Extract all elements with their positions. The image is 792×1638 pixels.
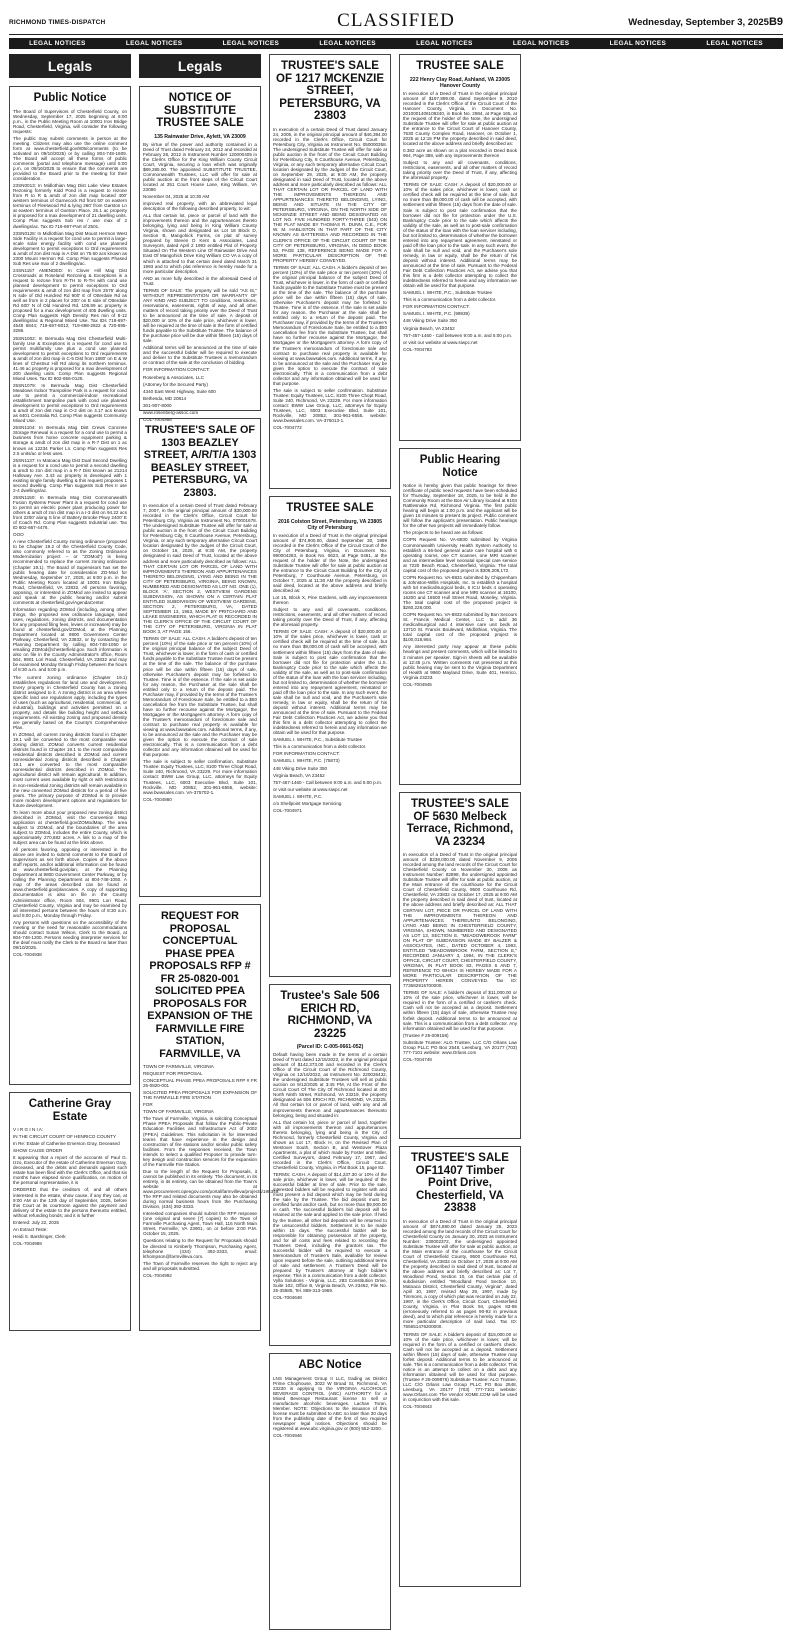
notice-paragraph: November 04, 2025 at 10:30 AM [143,193,210,199]
notice-paragraph: The projects to be heard are as follows: [403,530,484,536]
notice-title: Public Hearing Notice [419,454,501,479]
notice-paragraph: The sale is subject to seller confirmation. Substitute Trustee: Equity Trustees, LLC, 8100 Three Chopt Road, Suite 240, Richmond, VA 23229. For more information contact: BWW Law Group, LLC, attorneys for Equity Trustees, LLC, 6003 Executive Blvd, Suite 101, Rockville, MD 20852, 301-961-6555, website: www.bwwsales.com. VA-375702-1. [143,759,257,795]
notice-paragraph: By virtue of the power and authority contained in a Deed of Trust dated February 24, 2012 and recorded at February 28, 2012 in Instrument Number 120000405 in the Clerk's Office for the King William County Circuit Court, Virginia, securing a loan which was originally $89,285.00. The appointed SUBSTITUTE TRUSTEE, Commonwealth Trustees, LLC will offer for sale at public auction at the front steps of the Circuit Court located at 351 Court House Lane, King William, VA 23086 [143,141,257,192]
notice-paragraph: Any interested party may appear at these public hearings and present comments, which will be limited to 3 minutes per speaker. Sign-in sheets will be available at 12:45 p.m. Written comments not presented at this public hearing may be sent to the Virginia Department of Health at 9960 Mayland Drive, Suite 401, Henrico, Virginia 23233. [403,644,517,680]
notice-title: REQUEST FOR PROPOSAL CONCEPTUAL PHASE PPEA PROPOSALS RFP # FR 25-0820-001 SOLICITED PPEA PROPOSALS FOR EXPANSION OF THE FARMVILLE FIRE STATION, FARMVILLE, VA [147,910,253,1060]
notice-paragraph: 25SN1137: In Matoaca Mag Dist Dual Second Dwelling is a request for a cond use to permit a second dwelling & amdt to zon dist map in a R-7 Dist known as 21214 Halloway Ave. 3.43 ac property is developed with 1 existing single family dwelling & this request proposes 1 second dwelling. Comp Plan suggests Sub Res II use 2-4 dwellings/ac. [13,457,127,493]
notice-reference-code: COL-7004969 [13,1240,42,1246]
notice-paragraph: Information regarding ZOMod (including, among other things, the proposed new ordinance language, land uses, regulations, zoning districts, and documentation for any proposed filing fees, levies or increases) may be found at chesterfield.gov/ZOMod, at the Planning Department located at 9800 Government Center Parkway, Chesterfield, VA 23832, or by contacting the Planning Department by calling 804-748-1050 or emailing ZOMod@chesterfield.gov. Such information is also on file in the County Administrator's office, Room 504, 9901 Lori Road, Chesterfield, VA 23832 and may be examined Monday through Friday between the hours of 8:30 a.m. and 5:00 p.m. [13,606,127,673]
notice-reference-code: COL-7004971 [273,807,302,813]
notice-paragraph: The Town of Farmville reserves the right to reject any and all proposals submitted. [143,1260,257,1271]
notice-paragraph: 301-907-8000 [143,402,172,408]
notice-paragraph: This is a communication from a debt collector. [403,297,497,303]
notice-title: Catherine Gray Estate [28,1098,112,1123]
notice-paragraph: 757-457-1460 - Call between 9:00 a.m. and 5:00 p.m. [273,779,383,785]
notice-paragraph: TERMS OF SALE: CASH: A deposit of $20,000.00 or 10% of the sales price, whichever is lower, cash or certified check will be required at the time of sale, but no more than $9,000.00 of cash will be accepted, with settlement within fifteen (15) days from the date of sale. Sale is subject to post sale confirmation that the borrower did not file for protection under the U.S. Bankruptcy Code prior to the sale which affects the validity of the sale, as well as to post-sale confirmation of the status of the loan with the loan servicer including, but not limited to, determination of whether the borrower entered into any repayment agreement, reinstated or paid off the loan prior to the sale. In any such event, the sale shall be null and void, and the Purchaser's sole remedy, in law or equity, shall be the return of his deposit without interest. Additional terms may be announced at the time of sale. Pursuant to the Federal Fair Debt Collection Practices Act, we advise you that this firm is a debt collector attempting to collect the indebtedness referred to herein and any information we obtain will be used for that purpose. [273,629,387,736]
substitute-trustee-notice [139,86,261,422]
notice-paragraph: The public may submit comments in person at the meeting. Citizens may also use the online comment form at www.chesterfield.gov/805/comments (to be activated on 09/10/2025) or by calling 804-748-1609. The Board will accept all these forms of public comments (portal and telephone message) until 5:00 p.m. on 09/16/2025 to ensure that the comments are provided to the Board prior to the meeting for their consideration. [13,135,127,182]
notice-paragraph: SHOW CAUSE ORDER [13,1148,63,1154]
notice-paragraph: The current zoning ordinance (Chapter 19.1) establishes regulations for land use and development. Every property in Chesterfield County has a zoning district assigned to it. A zoning district is an area where specific land use regulations apply, including the types of uses (such as agricultural, residential, commercial, or industrial), buildings and activities permitted on a property, and details like building height and setback requirements. All existing zoning and proposed density are generally based on the County's Comprehensive Plan. [13,674,127,730]
notice-paragraph: Additional terms will be announced at the time of sale and the successful bidder will be required to execute and deliver to the Substitute Trustees a memorandum or contract of the sale at the conclusion of bidding. [143,345,257,366]
notice-paragraph: COPN Request No. VA-8832 submitted by Bon Secours St. Francis Medical Center, LLC to add 36 medical/surgical and 4 intensive care unit beds at 13710 St. Francis Boulevard, Midlothian, Virginia. The total capital cost of the proposed project is $100,018,984. [403,612,517,643]
legal-notices-label: LEGAL NOTICES [416,40,473,47]
notice-title: TRUSTEE'S SALE OF 1303 BEAZLEY STREET, A/R/T/A 1303 BEASLEY STREET, PETERSBURG, VA 23803. [143,424,257,499]
notice-subtitle: 2016 Colston Street, Petersburg, VA 23805 City of Petersburg [277,518,383,531]
notice-title: Public Notice [33,92,107,104]
legal-notices-label: LEGAL NOTICES [222,40,280,47]
notice-paragraph: REQUEST FOR PROPOSAL [143,1071,203,1077]
notice-paragraph: Bethesda, MD 20814 [143,395,187,401]
notice-paragraph: Any persons with questions on the accessibility of the meeting or the need for reasonable accommodations should contact Susan Wilson, Clerk to the Board, at 804-748-1200. Persons needing interpreter services for the deaf must notify the Clerk to the Board no later than 09/10/2025. [13,919,127,950]
notice-paragraph: 0.382 acre as shown on a plat recorded in Deed Book 964, Page 388, with any improvements thereon [403,148,517,159]
notice-paragraph: In execution of a certain Deed of Trust dated February 7, 2007, in the original principal amount of $30,000.00 recorded in the Clerk's Office, Circuit Court for Petersburg City, Virginia as Instrument No. 070001678. The undersigned Substitute Trustee will offer for sale at public auction in the front of the Circuit Court Building for Petersburg City, 8 Courthouse Avenue, Petersburg, Virginia, or any such temporary alternative Circuit Court location designated by the Judges of the Circuit Court, on October 16, 2025, at 9:30 AM, the property designated in said Deed of Trust, located at the above address and more particularly described as follows: ALL THAT CERTAIN LOT OR PARCEL OF LAND WITH IMPROVEMENTS THEREON AND APPURTENANCES THERETO BELONGING, LYING AND BEING IN THE CITY OF PETERSBURG, VIRGINIA, BEING KNOWN, NUMBERED AND DESIGNATED AS LOT NO. ONE (1), BLOCK 'A', SECTION 2, WESTVIEW GARDENS SUBDIVISION, AS SHOWN ON A CERTAIN PLAT ENTITLED SUBDIVISION OF WESTVIEW GARDENS, SECTION 2, PETERSBURG, VA, DATED SEPTEMBER 13, 1963, MADE BY PRITCHARD AND LEAKE ENGINEERS, WHICH PLAT IS RECORDED IN THE CLERK'S OFFICE OF THE CIRCUIT COURT OF THE CITY OF PETERSBURG, VIRGINIA IN PLAT BOOK 3, AT PAGE 156. [143,503,257,635]
column-2 [139,54,280,1338]
notice-paragraph: AND as more fully described in the aforesaid Deed of Trust. [143,275,257,286]
notice-paragraph: TOWN OF FARMVILLE, VIRGINIA [143,1109,214,1115]
notice-paragraph: Virginia Beach, VA 23452 [403,325,455,331]
notice-reference-code: COL-7004992 [143,1272,172,1278]
notice-paragraph: In execution of a Deed of Trust in the original principal amount of $239,000.00 dated November 9, 2006 recorded among the land records of the Circuit Court for Chesterfield County on November 30, 2006 as Instrument Number: 82898, the undersigned appointed Substitute Trustee will offer for sale at public auction, at the Main entrance of the courthouse for the Circuit Court of Chesterfield County, 9500 Courthouse Rd, Chesterfield, VA 23832 on October 17, 2025 at 9:00 AM the property described in said deed of trust, located at the above address and briefly described as: ALL THAT CERTAIN LOT, PIECE OR PARCEL OF LAND WITH THE IMPROVEMENTS THEREON AND APPURTENANCES THEREUNTO BELONGING, LYING AND BEING IN CHESTERFIELD COUNTY, VIRGINIA, SHOWN, NUMBERED AND DESIGNATED AS LOT 13, SECTION E, "MEADOWBROOK FARM" ON PLAT OF SUBDIVISION MADE BY BALZER & ASSOCIATES, INC., DATED OCTOBER 4, 1993, ENTITLED "MEADOWBROOK FARM, SECTION E," RECORDED JANUARY 3, 1994, IN THE CLERK'S OFFICE, CIRCUIT COURT, CHESTERFIELD COUNTY, VIRGINIA, IN PLAT BOOK 83, PAGES 6 AND 7, REFERENCE TO WHICH IS HEREBY MADE FOR A MORE PARTICULAR DESCRIPTION OF THE PROPERTY HEREIN CONVEYED. Tax ID: 773682915700000. [403,852,517,989]
notice-paragraph: www.rosenberg-assoc.com [143,409,199,415]
notice-reference-code: COL-7004749 [403,1056,432,1062]
notice-paragraph: IN THE CIRCUIT COURT OF HENRICO COUNTY [13,1134,117,1140]
notice-paragraph: Substitute Trustee: ALG Trustee, LLC C/O Orlans Law Group PLLC PO Box 2548, Leesburg, VA 20177 (703) 777-7101 website: www.Orlans.com [403,1039,517,1055]
colston-street-notice [269,496,391,977]
notice-paragraph: SAMUEL I. WHITE, P.C., Substitute Trustee [273,737,363,743]
notice-paragraph: SOLICITED PPEA PROPOSALS FOR EXPANSION OF THE FARMVILLE FIRE STATION [143,1090,257,1101]
notice-paragraph: 757-457-1460 - Call between 9:00 a.m. and 5:00 p.m. [403,332,513,338]
public-notice [9,86,131,1085]
legal-notices-label: LEGAL NOTICES [319,40,376,47]
notice-title: TRUSTEE SALE [416,60,504,72]
legal-notices-label: LEGAL NOTICES [609,40,667,47]
notice-paragraph: This is a communication from a debt collector. [273,744,367,750]
notice-paragraph: ORDERED that the creditors of, and all others interested in the estate, show cause, if any they can, at 9:00 AM on the 12th day of September, 2025, before this Court at its courtroom against the payment and delivery of the estate to the persons thereunto entitled, without refunding bonds; and it is further [13,1187,127,1218]
notice-paragraph: Questions relating to the Request for Proposals should be directed to Kimberly Thompson, Purchasing Agent, telephone (434) 392-3333, email: kthompson@farmvilleva.com. [143,1238,257,1259]
notice-paragraph: 448 Viking Drive Suite 350 [273,765,328,771]
melbeck-terrace-notice [399,792,521,1139]
notice-title: TRUSTEE SALE [286,502,374,514]
notice-paragraph: A new Chesterfield County zoning ordinance (proposed to be Chapter 19.2 of the Chesterfield County Code, also commonly referred to as the Zoning Ordinance Modernization project -- or "ZOMod") is being recommended to replace the current zoning ordinance (Chapter 19.1). The Board of Supervisors has set the public hearing date for consideration ZO-Mod for Wednesday, September 17, 2025, at 6:00 p.m. in the Public Meeting Room located at 10001 Iron Bridge Road, Chesterfield, VA 23832. All persons favoring, opposing, or interested in ZOMod are invited to appear and speak at the public hearing and/or submit comments at chesterfield.gov/AgendaCenter. [13,539,127,605]
notice-paragraph: TERMS OF SALE: ALL CASH. A bidder's deposit of ten percent (10%) of the sale price or ten percent (10%) of the original principal balance of the subject Deed of Trust, whichever is lower, in the form of cash or certified funds payable to the Substitute Trustee must be present at the time of the sale. The balance of the purchase price will be due within fifteen (15) days of sale, otherwise Purchaser's deposit may be forfeited to Trustee. Time is of the essence. If the sale is set aside for any reason, the Purchaser at the sale shall be entitled only to a return of the deposit paid. The Purchaser may, if provided by the terms of the Trustee's Memorandum of Foreclosure Sale, be entitled to a $50 cancellation fee from the Substitute Trustee, but shall have no further recourse against the Mortgagor, the Mortgagee or the Mortgagee's attorney. A form copy of the Trustee's memorandum of foreclosure sale and contract to purchase real property is available for viewing at www.bwwsales.com. Additional terms, if any, to be announced at the sale and the Purchaser may be given the option to execute the contract of sale electronically. This is a communication from a debt collector and any information obtained will be used for that purpose. [273,264,387,386]
notice-paragraph: SAMUEL I. WHITE, P.C. (99939) [403,311,470,317]
notice-paragraph: V I R G I N I A: [13,1127,44,1132]
notice-paragraph: To learn more about your proposed new zoning district described in ZOMod, visit the Conversion Map application at chesterfield.gov/ZOModMap. The area subject to ZOMod, and the boundaries of the area subject to ZOMod, includes the entire County, which is approximately 270,682 acres. A link to a map of the subject area can be found at the links above. [13,809,127,846]
notice-paragraph: COPN Request No. VA-8830 submitted by Virginia Commonwealth University Health System Authority to establish a 66-bed general acute care hospital with 6 operating rooms, one CT scanner, one MRI scanner and an intermediate level neonatal special care service at 7220 Beach Road, Chesterfield, Virginia. The total capital cost of the proposed project is $306,206,172. [403,537,517,573]
notice-reference-code: COL-7004772 [273,425,302,431]
legal-notices-label: LEGAL NOTICES [125,40,183,47]
notice-paragraph: or visit our website at www.siwpc.net [403,339,478,345]
notice-subtitle: 135 Rainwater Drive, Aylett, VA 23009 [154,133,246,140]
notice-paragraph: TERMS OF SALE: ALL CASH. A bidder's deposit of ten percent (10%) of the sale price or ten percent (10%) of the original principal balance of the subject Deed of Trust, whichever is lower, in the form of cash or certified funds payable to the Substitute Trustee must be present at the time of the sale. The balance of the purchase price will be due within fifteen (15) days of sale, otherwise Purchaser's deposit may be forfeited to Trustee. Time is of the essence. If the sale is set aside for any reason, the Purchaser at the sale shall be entitled only to a return of the deposit paid. The Purchaser may, if provided by the terms of the Trustee's Memorandum of Foreclosure Sale, be entitled to a $50 cancellation fee from the Substitute Trustee, but shall have no further recourse against the Mortgagor, the Mortgagee or the Mortgagee's attorney. A form copy of the Trustee's memorandum of foreclosure sale and contract to purchase real property is available for viewing at www.bwwsales.com. Additional terms, if any, to be announced at the sale and the Purchaser may be given the option to execute the contract of sale electronically. This is a communication from a debt collector and any information obtained will be used for that purpose. [143,636,257,758]
notice-paragraph: 23SN0128: In Midlothian Mag Dist Mount Hermon West Side Facility is a request for cond use to permit a large-scale solar energy facility with cond use planned development to permit exceptions to Ord requirements & amdt of zon dist map in A Dist on 75.60 acs known as 2300 Mount Hermon Rd. Comp Plan suggests Phased Sub Res use max of 2 dwellings/ac. [13,230,127,266]
notice-title: TRUSTEE'S SALE OF11407 Timber Point Drive, Chesterfield, VA 23838 [411,1152,509,1214]
notice-reference-code: COL-7004946 [273,1433,302,1439]
henry-clay-road-notice [399,54,521,441]
notice-reference-code: COL-7004648 [273,1295,302,1301]
notice-paragraph: 24SN1157 AMENDED: In Clover Hill Mag Dist Crossroads at Roseland Rezoning & Exceptions is a request to rezone from R-TH to R-TH with cond use planned development to permit exceptions to Ord requirements & amdt of zon dist map from 2575' along N side of Old Hundred Rd 900' E of Otterdale Rd as well as from in 2 places for 200' on E side of Otterdale Rd 600' N of Old Hundred Rd. 106.99 ac property is proposed for a max development of 405 dwelling units. Comp Plan suggests High Density Res min of 8-12 dwellings/ac & Regional Mixed Use. Tax IDs 718-697-4548 6844; 719-697-8012; 719-698-2822 & 720-695-3286. [13,267,127,334]
notice-paragraph: OOO [13,532,24,538]
notice-paragraph: In ZOMod, all current zoning districts found in Chapter 19.1 will be converted to the most comparable new zoning district. ZOMod converts current residential districts found in Chapter 19.1 to the most comparable residential districts described in ZOMod and current nonresidential zoning districts described in Chapter 19.1 are converted to the most comparable nonresidential districts described in ZOMod. The agricultural district will remain agricultural. In addition, most current uses available by right or with restrictions in non-residential zoning districts will remain available in the new converted ZOMod districts for a period of five years. The primary purpose of ZOMod is to provide more modern development options and regulations for future development. [13,732,127,808]
notice-paragraph: FOR [143,1102,153,1108]
notice-paragraph: 4340 East West Highway, Suite 600 [143,388,216,394]
page-number: B9 [768,16,783,28]
notice-paragraph: (Attorney for the Secured Party) [143,381,208,387]
notice-reference-code: COL-7004860 [143,796,172,802]
notice-paragraph: COPN Request No. VA-8831 submitted by Chippenham & Johnston-Willis Hospitals, Inc. to establish a hospital with 54 medical/surgical beds, 6 ICU beds 4 operating rooms one CT scanner and one MRI scanner at 16100, 16200 and 16500 Hull Street Road, Moseley, Virginia. The total capital cost of the proposed project is $260,228,000. [403,574,517,611]
notice-paragraph: Rosenberg & Associates, LLC [143,374,205,380]
notice-paragraph: In execution of a Deed of Trust in the original principal amount of $197,899.00, dated September 9, 2010 recorded in the Clerk's Office of the Circuit Court of the Hanover County, Virginia, in Document No. 2010001406108240, in Book No. 2984, at Page 165, at the request of the holder of the Note, the undersigned Substitute Trustee will offer for sale at public auction at the entrance to the Circuit Court of Hanover County, 7530 County Complex Road, Hanover, on October 1, 2025 at 12:15 PM the property described in said deed, located at the above address and briefly described as: [403,90,517,146]
mckenzie-street-notice [269,54,391,489]
notice-paragraph: Interested companies should submit the RFP response (one original and seven [7] copies) to the Town of Farmville Purchasing Agent, Town Hall, 116 North Main Street, Farmville, VA 23901, on or before 2:00 P.M. October 15, 2025. [143,1211,257,1237]
masthead [9,10,783,35]
beazley-street-notice [139,418,261,897]
notice-paragraph: FOR INFORMATION CONTACT: [403,304,470,310]
section-title: CLASSIFIED [337,10,455,31]
notice-paragraph: SAMUEL I. WHITE, P.C. [273,793,323,799]
notice-subtitle: (Parcel ID: C-005-0661-052) [296,1044,364,1050]
notice-title: TRUSTEE'S SALE OF 5630 Melbeck Terrace, Richmond, VA 23234 [406,798,514,848]
notice-paragraph: ALL that certain lot, piece or parcel of land with the improvements thereon and the appurtenances thereto belonging, lying and being in King William County Virginia, shown and designated as Lot 18 Block D, Section B, Mangohick Farms, on plat of survey prepared by Steven D Kent & Associates, Land Surveyors, dated April 2 1993 entitled Plat of Property Situated On The Western Line Of Rainwater Drive And East Of Mangohick Drive King William CO VA a copy of which is attached to that certain deed dated March 31 1993 and to which plat reference is hereby made for a more particular description. [143,213,257,274]
notice-paragraph: CONCEPTUAL PHASE PPEA PROPOSALS RFP # FR 25-0820-001 [143,1078,257,1089]
notice-paragraph: An Extract Teste: [13,1226,48,1232]
notice-paragraph: Default having been made in the terms of a certain Deed of Trust dated 12/15/2022, in the original principal amount of $142,373.00 and recorded in the Clerk's Office of the Circuit Court of the Richmond County, Virginia on 12/16/2022, as Instrument No. 220026432, the undersigned Substitute Trustees will sell at public auction on 9/12/2025 at 3:45 PM, At the Front of the Circuit Court Of The City Of Richmond located at 400 North Ninth Street, Richmond, VA 23219, the property designated as 506 ERICH RD, RICHMOND, VA 23225. All that certain lot or parcel of land, with any and all improvements thereon and appurtenances thereunto belonging, being and situated in: [273,1052,387,1118]
notice-reference-code: COL-7004783 [403,346,432,352]
notice-paragraph: The sale is subject to seller confirmation. Substitute Trustee: Equity Trustees, LLC, 8100 Three Chopt Road, Suite 240, Richmond, VA 23229. For more information contact: BWW Law Group, LLC, attorneys for Equity Trustees, LLC, 6003 Executive Blvd, Suite 101, Rockville, MD 20852, 301-961-6555, website: www.bwwsales.com. VA-376013-1. [273,387,387,424]
notice-paragraph: It appearing that a report of the accounts of Paul G. Izzo, Executor of the estate of Catherine Emerson Gray, deceased, and the debts and demands against such estate has been filed with the Clerk's Office, and that six months have elapsed since qualification, on motion of the personal representative, it is [13,1155,127,1186]
notice-paragraph: SAMUEL I. WHITE, P.C. (75873) [273,758,340,764]
legal-notices-label: LEGAL NOTICES [512,40,570,47]
notice-paragraph: improved real property, with an abbreviated legal description of the following described property, to wit: [143,201,257,212]
notice-paragraph: TOWN OF FARMVILLE, VIRGINIA [143,1064,214,1069]
legal-notices-label: LEGAL NOTICES [706,40,763,47]
notice-paragraph: Due to the length of the Request for Proposals, it cannot be published in its entirety. The document, in its entirety, in its entirety, can be obtained from the Town's website at www.procurement.opengov.com/portal/farmvilleva/projects/195349. The RFP and related documents may also be obtained during normal business hours from the Purchasing Division, (434) 392-3333. [143,1168,280,1210]
newspaper-name: RICHMOND TIMES-DISPATCH [9,19,106,26]
timber-point-notice [399,1146,521,1587]
notice-paragraph: TERMS OF SALE: A bidder's deposit of $15,000.00 or 10% of the sale price, whichever is lower, will be required in the form of a certified or cashier's check. Cash will not be accepted as a deposit. Settlement within fifteen (15) days of sale, otherwise Trustee may forfeit deposit. Additional terms to be announced at sale. This is a communication from a debt collector. This notice is an attempt to collect on a debt and any information obtained will be used for that purpose. (Trustee # 25-009876) Substitute Trustee: ALG Trustee, LLC C/O Orlans Law Group PLLC PO Box 2548, Leesburg, VA 20177 (703) 777-7101 website: www.Orlans.com The Vendor XOME.COM will be used in conjunction with this sale. [403,1331,517,1403]
notice-paragraph: All persons favoring, opposing or interested in the above are invited to submit comments to the Board of Supervisors as set forth above. Copies of the above staff reports, and/or additional information can be found at www.chesterfield.gov/plan, at the Planning Department at 9800 Government Center Parkway, or by calling the Planning Department at 804-748-1050. A map of the areas described can be found at www.chesterfield.gov/plancases. A copy of supporting documentation is also on file in the County Administrator office, Room 504, 9901 Lori Road, Chesterfield County, Virginia and may be examined by all interested persons between the hours of 8:30 a.m. and 5:00 p.m., Monday through Friday. [13,847,127,918]
notice-title: TRUSTEE'S SALE OF 1217 MCKENZIE STREET, PETERSBURG, VA 23803 [276,60,384,122]
erich-rd-notice [269,984,391,1346]
legal-notices-label: LEGAL NOTICES [29,40,86,47]
notice-paragraph: ALL that certain lot, piece or parcel of land, together with all improvements thereon and appurtenances thereto belonging, lying and being in the City of Richmond, formerly Chesterfield County, Virginia and shown as Lot 17, Block H, on the Revised Plan of Westover South, Section B, and Westover Plaza Apartments, a plat of which made by Foster and Miller, Certified Surveyors, dated February 17, 1967, and recorded in the Clerk's Office, Circuit Court, Chesterfield County, Virginia, in Plat Book 15, page 82. [273,1119,387,1171]
notice-paragraph: (Trustee # 25-009158) [403,1032,449,1038]
notice-paragraph: c/o Shellpoint Mortgage Servicing [273,800,342,806]
notice-paragraph: FOR INFORMATION CONTACT: [143,367,210,373]
notice-paragraph: Subject to any and all covenants, conditions, restrictions, easements, and all other matters of record taking priority over the Deed of Trust, if any, affecting the aforesaid property. [403,160,517,181]
notice-paragraph: 448 Viking Drive Suite 350 [403,318,458,324]
legal-notices-bar [9,38,783,49]
notice-reference-code: COL-7004945 [403,681,432,687]
notice-paragraph: Lot 15, Block X, Pine Gardens, with any improvements thereon [273,595,387,606]
column-1 [9,54,131,1338]
notice-reference-code: COL-7004938 [13,952,42,957]
notice-paragraph: 25SN1002: In Bermuda Mag Dist Chesterfield Multi-family Use & Exceptions is a request for cond use to permit multifamily use plus a cond use planned development to permit exceptions to Ord requirements & amdt of zon dist map in C-5 Dist from 1880' on E & W lines of Chestnut Hill Rd along its northern terminus. 41.46 ac property is proposed for a max development of 200 dwelling units. Comp Plan suggests Regional Mixed Uses. Tax ID 802-656-0125. [13,335,127,381]
legals-header: Legals [139,54,261,78]
public-hearing-notice [399,448,521,785]
notice-title: NOTICE OF SUBSTITUTE TRUSTEE SALE [156,92,244,129]
notice-paragraph: In Re: Estate of Catherine Emerson Gray, Deceased [13,1141,120,1147]
notice-title: ABC Notice [298,1359,362,1371]
notice-paragraph: TERMS OF SALE: The property will be sold "AS IS," WITHOUT REPRESENTATION OR WARRANTY OF ANY KIND AND SUBJECT TO conditions, restrictions, reservations, easements, rights of way, and all other matters of record taking priority over the Deed of Trust to be announced at the time of sale. A deposit of $20,000 or 10% of the sale price, whichever is lower, will be required at the time of sale in the form of certified funds payable to the Substitute Trustee. The balance of the purchase price will be due within fifteen (15) days of sale. [143,287,257,344]
notice-paragraph: LNS Management Group II LLC, trading as District Prime Chophouse, 3022 W Broad St, Richmond, VA 23230 is applying to the VIRGINIA ALCOHOLIC BEVERAGE CONTROL (ABC) AUTHORITY for a Mixed Beverage Restaurant license to sell or manufacture alcoholic beverages. Lachan Toran, Member. NOTE: Objections to the issuance of this license must be submitted to ABC no later than 30 days from the publishing date of the first of two required newspaper legal notices. Objections should be registered at www.abc.virginia.gov or (800) 552-3200. [273,1375,387,1431]
notice-title: Trustee's Sale 506 ERICH RD, RICHMOND, VA 23225 [280,990,380,1040]
notice-paragraph: Heidi S. Barshinger, Clerk [13,1233,66,1239]
notice-paragraph: FOR INFORMATION CONTACT: [273,751,340,757]
notice-paragraph: The Town of Farmville, Virginia, is soliciting Conceptual Phase PPEA Proposals that follow the Public-Private Education Facilities and Infrastructure Act of 2002 (PPEA) Guidelines. This solicitation is for interested teams that have experience in the design and construction of fire stations and/or similar public safety facilities. From the responses received, the Town intends to select a qualified Proposer to provide turn-key design and construction services for the expansion of the Farmville Fire Station. [143,1116,257,1167]
column-4 [399,54,521,1594]
notice-paragraph: In execution of a certain Deed of Trust dated January 24, 2005, in the original principal amount of $46,394.00 recorded in the Clerk's Office, Circuit Court for Petersburg City, Virginia as Instrument No. 050000358. The undersigned Substitute Trustee will offer for sale at public auction in the front of the Circuit Court Building for Petersburg City, 8 Courthouse Avenue, Petersburg, Virginia, or any such temporary alternative Circuit Court location designated by the Judges of the Circuit Court, on September 29, 2025, at 9:00 AM, the property designated in said Deed of Trust, located at the above address and more particularly described as follows: ALL THAT CERTAIN LOT OR PARCEL OF LAND WITH THE IMPROVEMENTS THEREON AND APPURTENANCES THERETO BELONGING, LYING, BEING AND SITUATE IN THE CITY OF PETERSBURG, VIRGINIA, ON THE NORTH SIDE OF MCKENZIE STREET AND BEING DESIGNATED AS LOT NO. FIVE HUNDRED FORTY-THREE (543) ON THE PLAT MADE BY THOMAS R. DUNN, C.E., FOR W. M. HABLISTON IN THAT PART OF THE CITY KNOWN AS BATTERSEA AND RECORDED IN THE CLERK'S OFFICE OF THE CIRCUIT COURT OF THE CITY OF PETERSBURG, VIRGINIA, IN DEED BOOK 53, PAGE 138, REFERENCE BEING MADE FOR A MORE PARTICULAR DESCRIPTION OF THE PROPERTY HEREBY CONVEYED. [273,126,387,263]
notice-subtitle: 222 Henry Clay Road, Ashland, VA 23005 Hanover County [409,76,511,89]
notice-paragraph: In execution of a Deed of Trust in the original principal amount of $74,900.00, dated September 30, 1999 recorded in the Clerk's Office of the Circuit Court of the City of Petersburg, Virginia, in Document No. 990004283, in Book No. 0623, at Page 0461, at the request of the holder of the Note, the undersigned Substitute Trustee will offer for sale at public auction at the entrance to the Circuit Court Building for the City of Petersburg, 7 Courthouse Avenue, Petersburg, on October 7, 2025 at 11:30 AM the property described in said deed, located at the above address and briefly described as: [273,532,387,594]
notice-paragraph: Notice is hereby given that public hearings for three certificate of public need requests have been scheduled for Thursday, September 18, 2025, to be held in the Community Room at the Bon Air Library located at 9103 Rattlesnake Rd, Richmond Virginia. The first public hearing will begin at 1:00 p.m. and the applicant will be given 15 minutes to present its project. Public comment will follow the applicant's presentation. Public hearings for the other two projects will immediately follow. [403,483,517,529]
notice-paragraph: Subject to any and all covenants, conditions, restrictions, easements, and all other matters of record taking priority over the Deed of Trust, if any, affecting the aforesaid property. [273,607,387,628]
notice-paragraph: 23SN0013: In Midlothian Mag Dist Lake View Estates Rezoning formerly Kidd Pond is a request to rezone from R to R & amdt of zon dist map located 400' western terminus of Garnecock Rd front 50' on eastern terminus of Fleetwood Rd & lying 260' from Garston Ln at eastern terminus of Garston Place. 25.1 ac property is proposed for a max development of 21 dwelling units. Comp Plan suggests Sub res / use max of 2 dwellings/ac. Tax ID 716-697-Part of 2501. [13,183,127,229]
notice-paragraph: TERMS OF SALE: CASH: A deposit of $20,000.00 or 10% of the sales price, whichever is lower, cash or certified check will be required at the time of sale, but no more than $9,000.00 of cash will be accepted, with settlement within fifteen (15) days from the date of sale. Sale is subject to post sale confirmation that the borrower did not file for protection under the U.S. Bankruptcy Code prior to the sale which affects the validity of the sale, as well as to post-sale confirmation of the status of the loan with the loan servicer including, but not limited to, determination of whether the borrower entered into any repayment agreement, reinstated or paid off the loan prior to the sale. In any such event, the sale shall be null and void, and the Purchaser's sole remedy, in law or equity, shall be the return of his deposit without interest. Additional terms may be announced at the time of sale. Pursuant to the Federal Fair Debt Collection Practices Act, we advise you that this firm is a debt collector attempting to collect the indebtedness referred to herein and any information we obtain will be used for that purpose. [403,182,517,289]
notice-paragraph: 25SN1104: In Bermuda Mag Dist Crews Concrete Storage Renewal is a request for a cond use to permit a business from home concrete equipment parking & storage & amdt of zon dist map in a R-7 Dist on 1 ac known as 12234 Parker Ln. Comp Plan suggests Res 2.5 units/ac or less uses. [13,425,127,456]
notice-paragraph: TERMS OF SALE: A bidder's deposit of $11,000.00 or 10% of the sale price, whichever is lower, will be required in the form of a certified or cashier's check. Cash will not be accepted as a deposit. Settlement within fifteen (15) days of sale, otherwise Trustee may forfeit deposit. Additional terms to be announced at sale. This is a communication from a debt collector. Any information obtained will be used for that purpose. [403,990,517,1031]
abc-notice [269,1353,391,1630]
farmville-proposal-notice [139,904,280,1331]
column-3 [269,54,391,1637]
notice-paragraph: or visit our website at www.siwpc.net [273,786,348,792]
gray-estate-notice [9,1092,131,1331]
notice-paragraph: 25SN1079: In Bermuda Mag Dist Chesterfield Meadows Indoor Trampoline Park is a request for cond use to permit a commercial-indoor recreational establishment trampoline park with cond use planned development to permit exceptions to Ord requirements & amdt of zon dist map in O-2 dist on 4.17 acs known as 6401 Centralia Rd. Comp Plan suggests Community Mixed Use. [13,382,127,424]
date-text: Wednesday, September 3, 2025 [628,17,769,28]
notice-paragraph: 25SN1150: In Bermuda Mag Dist Commonwealth Fusion Systems Power Plant is a request for cond use to permit an electric power plant producing power for others & amdt of zon dist map in a I-3 dist on 94.22 acs front 2200' along S line of Battery Brooke Pkwy 2400' E of Coach Rd. Comp Plan suggests Industrial use. Tax ID 802-667-4476. [13,494,127,531]
notice-paragraph: SAMUEL I. WHITE, P.C., Substitute Trustee [403,290,493,296]
notice-paragraph: In execution of a Deed of Trust in the original principal amount of $674,880.00 dated January 25, 2023 recorded among the land records of the Circuit Court for Chesterfield County on January 30, 2023 as Instrument Number: 230002372, the undersigned appointed Substitute Trustee will offer for sale at public auction, at the Main entrance of the courthouse for the Circuit Court of Chesterfield County, 9500 Courthouse Rd, Chesterfield, VA 23832 on October 17, 2025 at 9:00 AM the property described in said deed of trust, located at the above address and briefly described as: Lot 7, Woodland Pond, Section 10, on that certain plat of subdivision entitled "Woodland Pond Section 10, Matoaca District, Chesterfield County, Virginia", dated April 10, 1997, revised May 29, 1997, made by Timmons, a copy of which plat was recorded on July 22, 1997, in the Clerk's Office, Circuit Court, Chesterfield County, Virginia, in Plat Book 94, pages 83-85 (erroneously referred to as pages 90-92 in previous deed), and to which plat reference is hereby made for a more particular description of said land. Tax ID: 755651476200000. [403,1218,517,1330]
notice-paragraph: Entered: July 22, 2025 [13,1219,59,1225]
issue-date [628,16,783,28]
notice-reference-code: COL-7004956 [143,416,172,422]
notice-paragraph: Virginia Beach, VA 23452 [273,772,325,778]
legals-header: Legals [9,54,131,78]
notice-paragraph: TERMS: CASH. A deposit of $14,237.30 or 10% of the sale price, whichever is lower, will be required of the successful bidder at time of sale. Prior to the sale, interested bidders will be required to register with and must present a bid deposit which may be held during the sale by the Trustee. The bid deposit must be certified funds and/or cash, but no more than $9,000.00 in cash. The successful bidder's bid deposit will be retained at the sale and applied to the sale price. If held by the trustee, all other bid deposits will be returned to the unsuccessful bidders. Settlement is to be made within 15 days. The successful bidder will be responsible for obtaining possession of the property, and for all costs and fees related to recording the Trustees Deed, including the grantors tax. The successful bidder will be required to execute a Memorandum of Trustee's Sale, available for review upon request before the sale, outlining additional terms of sale and settlement. A Trustee's Deed will be prepared by Trustee's attorney at high bidder's expense. This is a communication from a debt collector. Vylla Solutions - Virginia, LLC, 283 Constitution Drive, Suite 102, Office B, Virginia Beach, VA 23462, File No. 25-35585, Tel. 888-313-1969. [273,1172,387,1294]
notice-reference-code: COL-7004843 [403,1404,432,1410]
notice-paragraph: The Board of Supervisors of Chesterfield County, on Wednesday, September 17, 2025 beginning at 6:00 p.m., in the Public Meeting Room at 10001 Iron Bridge Road, Chesterfield, Virginia, will consider the following requests: [13,108,127,134]
